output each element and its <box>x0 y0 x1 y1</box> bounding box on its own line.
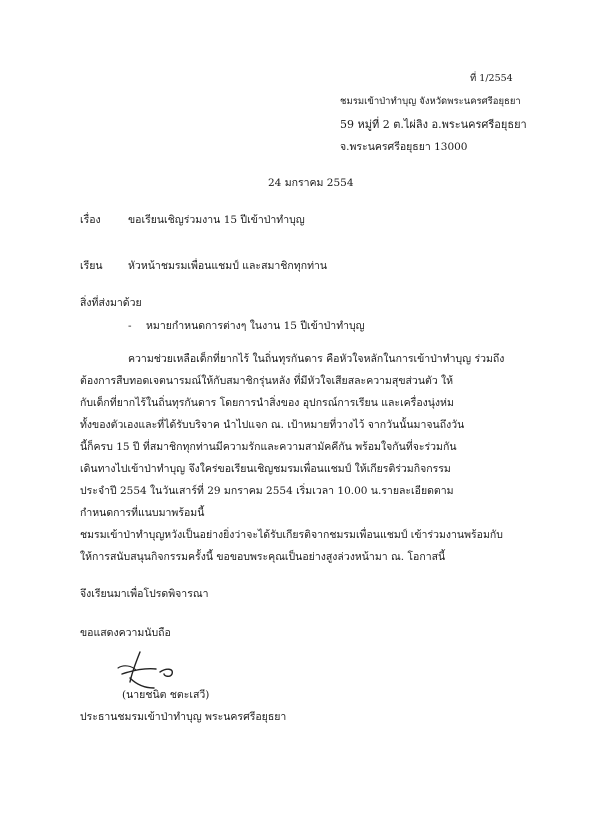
subject-text: ขอเรียนเชิญร่วมงาน 15 ปีเข้าป่าทำบุญ <box>128 214 305 226</box>
signer-title: ประธานชมรมเข้าป่าทำบุญ พระนครศรีอยุธยา <box>80 711 287 723</box>
body-p2-line-1: ชมรมเข้าป่าทำบุญหวังเป็นอย่างยิ่งว่าจะได้รับเกียรติจากชมรมเพื่อนแชมป์ เข้าร่วมงานพร้อมกับ <box>80 529 503 541</box>
body-p1-line-2: ต้องการสืบทอดเจตนารมณ์ให้กับสมาชิกรุ่นหลัง ที่มีหัวใจเสียสละความสุขส่วนตัว ให้ <box>80 375 454 387</box>
enclosure-label: สิ่งที่ส่งมาด้วย <box>80 297 142 309</box>
address-line-2: จ.พระนครศรีอยุธยา 13000 <box>340 141 468 153</box>
subject-label: เรื่อง <box>80 214 101 226</box>
body-p1-line-1: ความช่วยเหลือเด็กที่ยากไร้ ในถิ่นทุรกันดาร คือหัวใจหลักในการเข้าป่าทำบุญ ร่วมถึง <box>128 353 505 365</box>
recipient-text: หัวหน้าชมรมเพื่อนแชมป์ และสมาชิกทุกท่าน <box>128 260 328 272</box>
closing-request: จึงเรียนมาเพื่อโปรดพิจารณา <box>80 588 209 600</box>
recipient-label: เรียน <box>80 260 103 272</box>
enclosure-item: หมายกำหนดการต่างๆ ในงาน 15 ปีเข้าป่าทำบุญ <box>146 320 365 332</box>
body-p1-line-8: กำหนดการที่แนบมาพร้อมนี้ <box>80 507 205 519</box>
signer-name: (นายชนิต ชตะเสวี) <box>122 689 210 701</box>
body-p2-line-2: ให้การสนับสนุนกิจกรรมครั้งนี้ ขอขอบพระคุณเป็นอย่างสูงล่วงหน้ามา ณ. โอกาสนี้ <box>80 551 446 563</box>
closing-regards: ขอแสดงความนับถือ <box>80 627 171 639</box>
body-p1-line-7: ประจำปี 2554 ในวันเสาร์ที่ 29 มกราคม 2554 เริ่มเวลา 10.00 น.รายละเอียดตาม <box>80 485 454 497</box>
signature-image <box>110 648 190 692</box>
body-p1-line-3: กับเด็กที่ยากไร้ในถิ่นทุรกันดาร โดยการนำสิ่งของ อุปกรณ์การเรียน และเครื่องนุ่งห่ม <box>80 397 454 409</box>
address-line-1: 59 หมู่ที่ 2 ต.ไผ่ลิง อ.พระนครศรีอยุธยา <box>340 118 527 131</box>
body-p1-line-5: นี้ก็ครบ 15 ปี ที่สมาชิกทุกท่านมีความรักและความสามัคคีกัน พร้อมใจกันที่จะร่วมกัน <box>80 441 457 453</box>
body-p1-line-6: เดินทางไปเข้าป่าทำบุญ จึงใคร่ขอเรียนเชิญชมรมเพื่อนแชมป์ ให้เกียรติร่วมกิจกรรม <box>80 463 451 475</box>
org-name: ชมรมเข้าป่าทำบุญ จังหวัดพระนครศรีอยุธยา <box>340 96 521 107</box>
document-number: ที่ 1/2554 <box>470 73 513 84</box>
letter-date: 24 มกราคม 2554 <box>268 177 354 189</box>
body-p1-line-4: ทั้งของตัวเองและที่ได้รับบริจาค นำไปแจก ณ. เป้าหมายที่วางไว้ จากวันนั้นมาจนถึงวัน <box>80 419 465 431</box>
enclosure-bullet: - <box>128 320 132 332</box>
